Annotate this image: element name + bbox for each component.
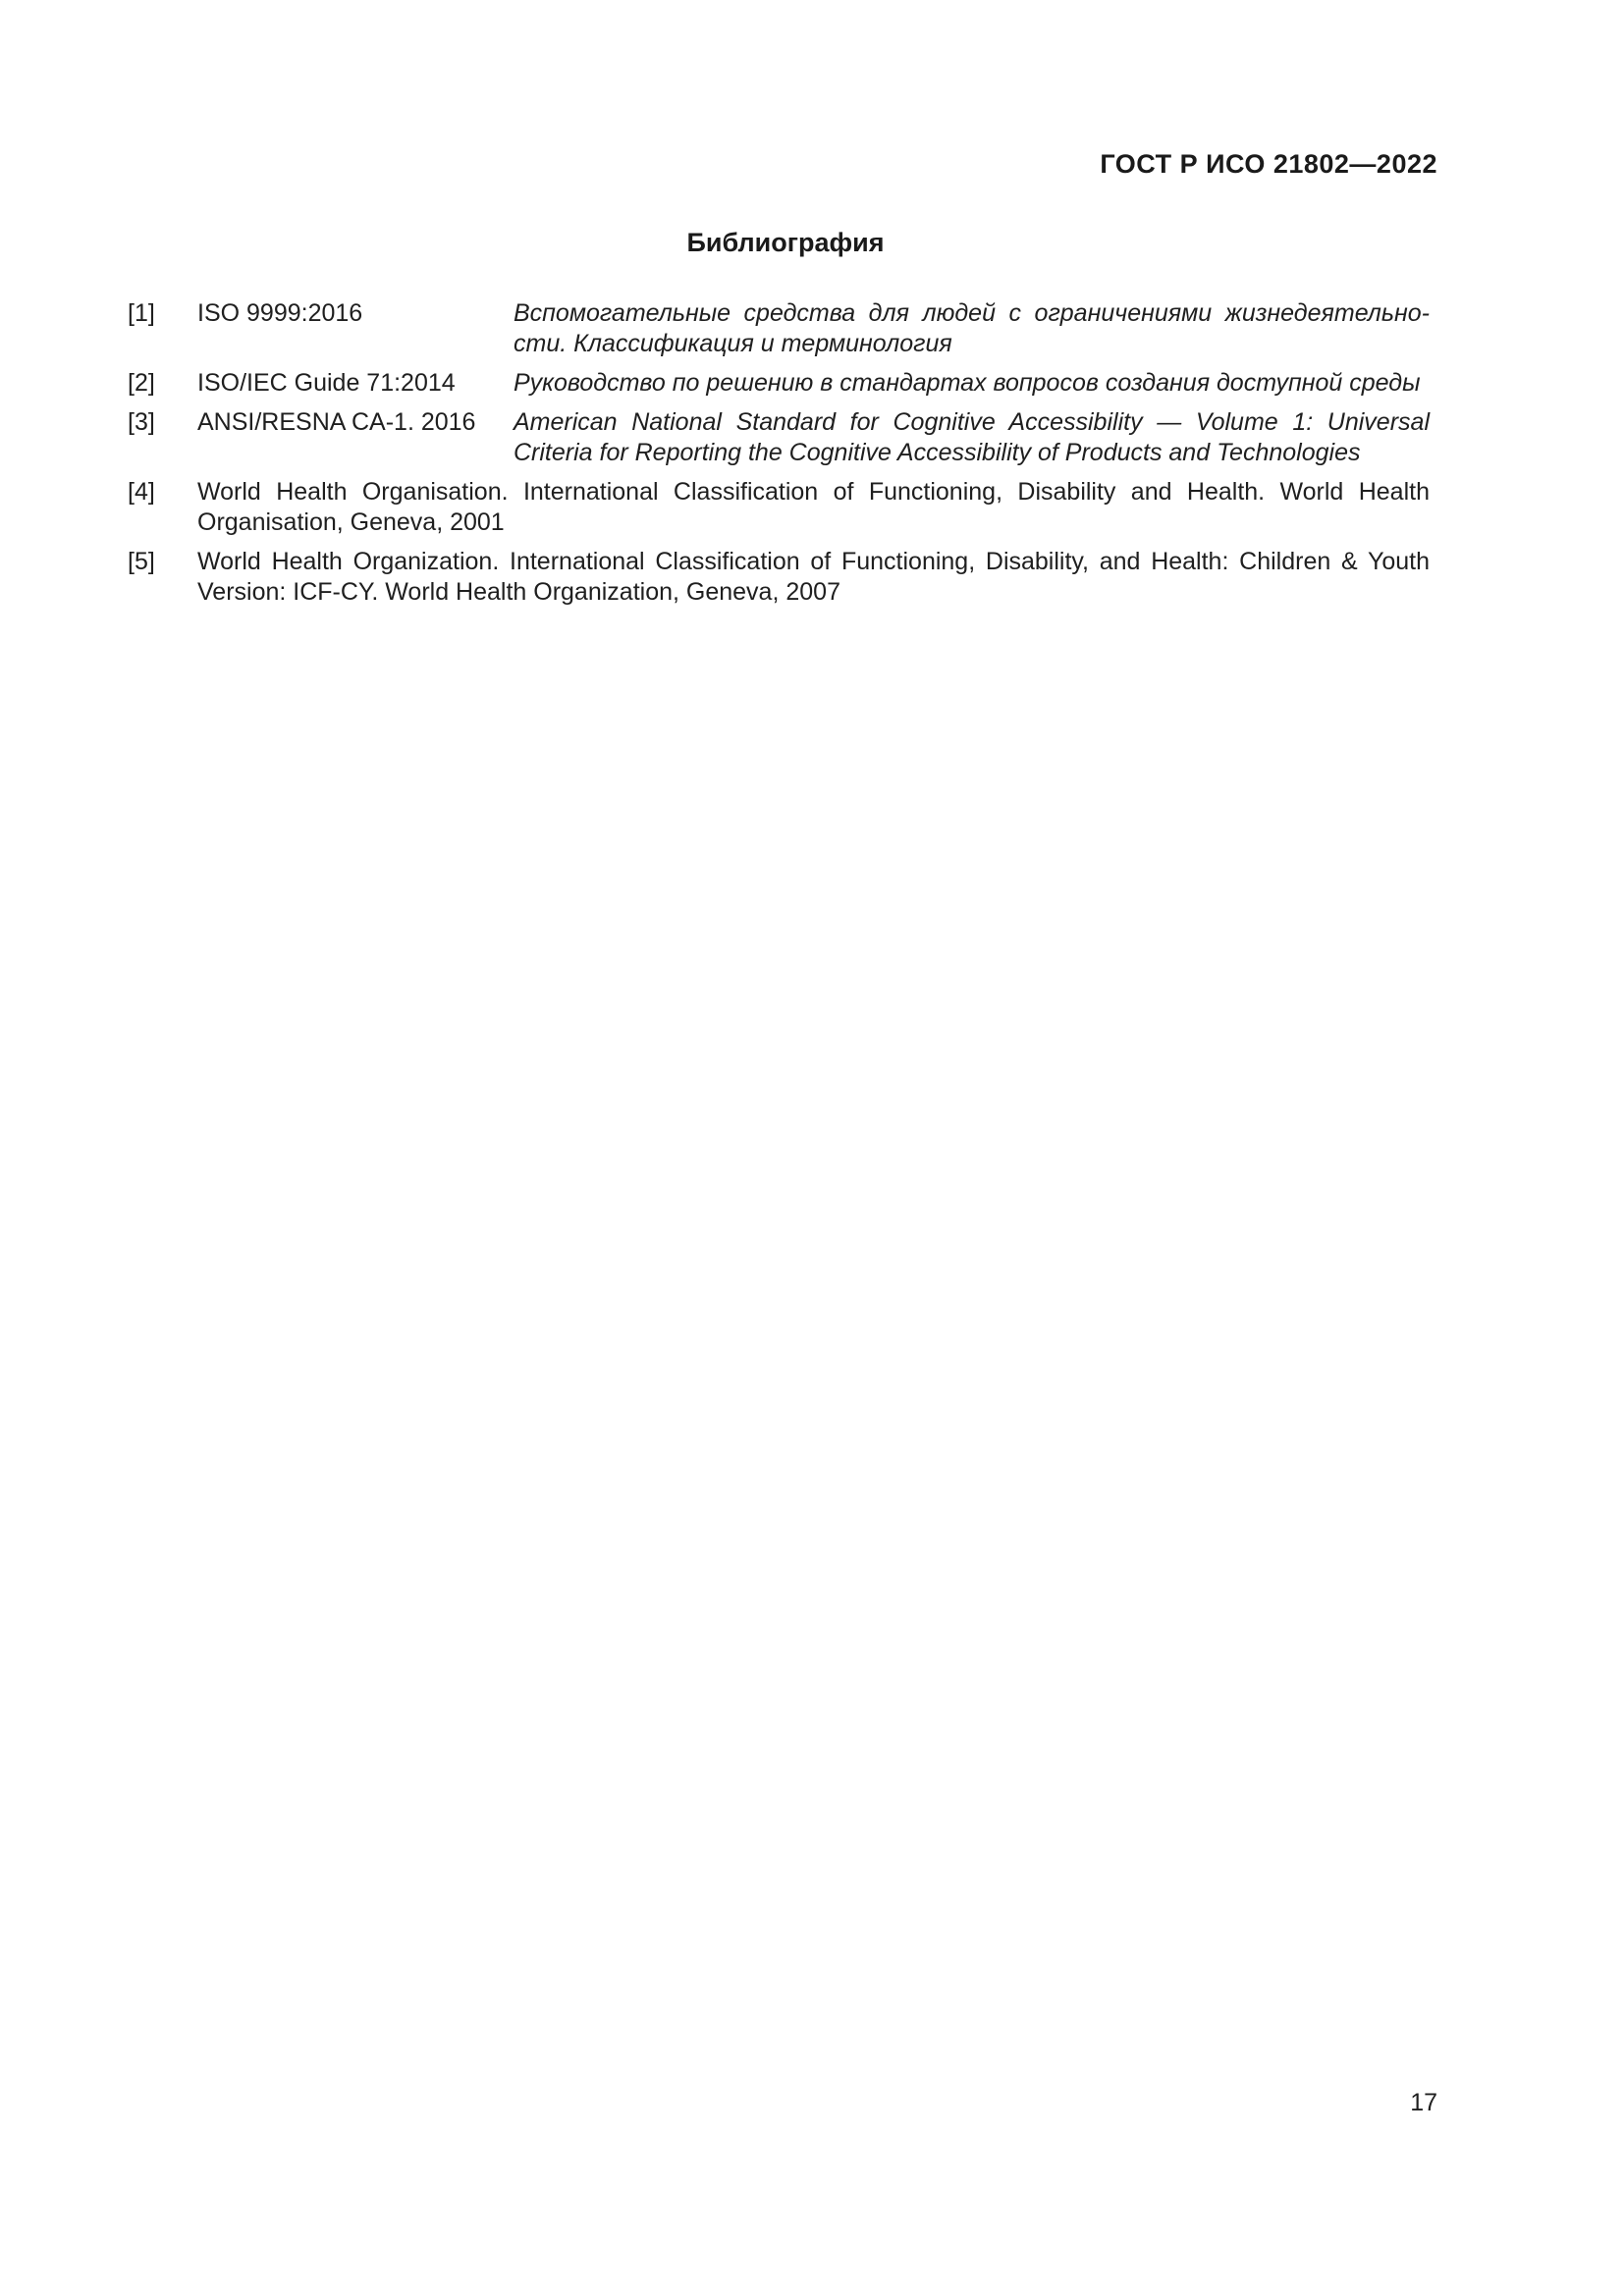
bib-entry-number: [3] (128, 408, 155, 436)
page-number: 17 (1410, 2089, 1437, 2116)
bibliography-title: Библиография (686, 228, 885, 257)
bib-entry-number: [1] (128, 299, 155, 327)
bib-entry-number: [2] (128, 369, 155, 397)
bib-entry-title: Вспомогательные средства для людей с ограничениями жизнедеятельности. Классификация и терминология (514, 299, 1430, 357)
bib-entry-row (197, 298, 1430, 359)
bib-entry (128, 298, 1430, 359)
bib-entry-code: ISO/IEC Guide 71:2014 (197, 369, 456, 397)
bib-entry-number: [4] (128, 478, 155, 506)
standard-id-header: ГОСТ Р ИСО 21802—2022 (1100, 149, 1437, 179)
bib-entry-text: World Health Organization. International Classification of Functioning, Disability, and Health: Children & Youth Version: ICF-CY. World Health Organization, Geneva, 2007 (197, 548, 1430, 606)
bib-entry-title: Руководство по решению в стандартах вопросов создания доступной среды (514, 369, 1421, 397)
bibliography-list (128, 298, 1430, 616)
bib-entry-text: World Health Organisation. International Classification of Functioning, Disability and Health. World Health Organisation, Geneva, 2001 (197, 478, 1430, 536)
bib-entry (128, 407, 1430, 468)
bib-entry-number: [5] (128, 548, 155, 575)
bib-entry (128, 547, 1430, 608)
bib-entry (128, 368, 1430, 399)
bib-entry (128, 477, 1430, 538)
bib-entry-row (197, 368, 1430, 399)
bib-entry-code: ISO 9999:2016 (197, 299, 363, 327)
bib-entry-code: ANSI/RESNA CA-1. 2016 (197, 408, 476, 436)
bib-entry-row (197, 407, 1430, 468)
bib-entry-title: American National Standard for Cognitive Accessibility — Volume 1: Universal Criteria for Reporting the Cognitive Accessibility of Products and Technologies (514, 408, 1430, 466)
